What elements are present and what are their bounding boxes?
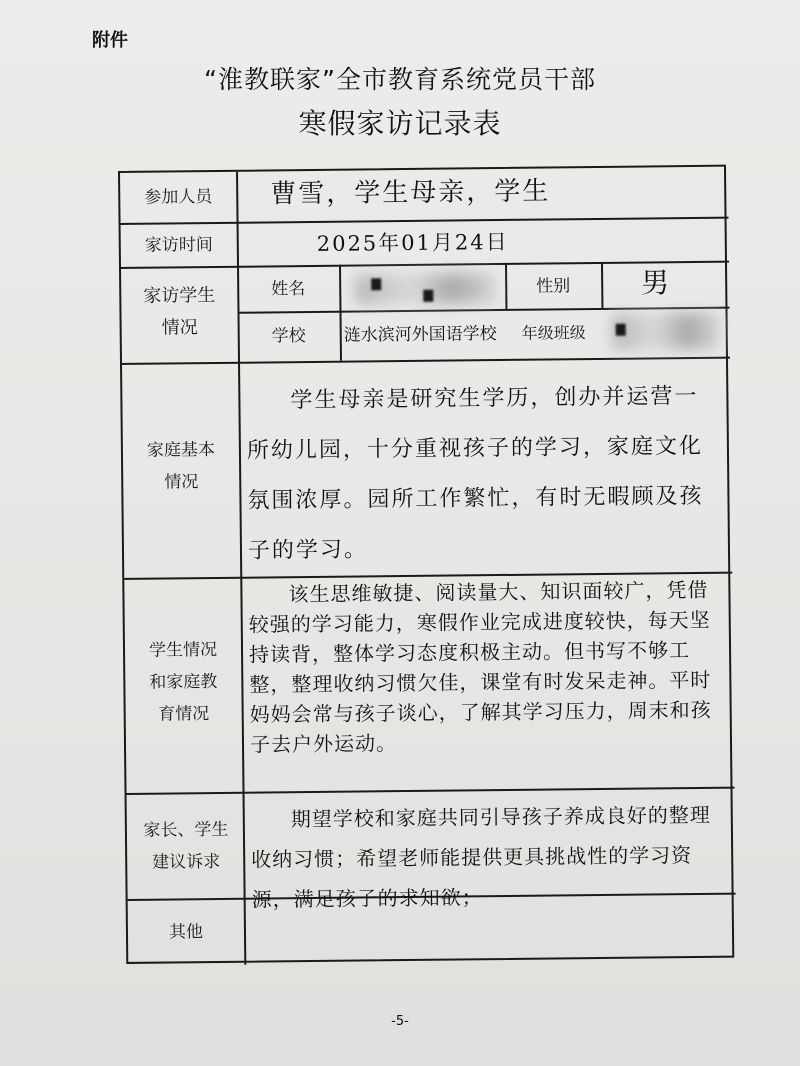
attachment-label: 附件 — [92, 30, 128, 51]
grade-class-label: 年级班级 — [521, 323, 586, 343]
participants-label: 参加人员 — [144, 187, 213, 208]
document-title: “淮教联家”全市教育系统党员干部 — [204, 65, 596, 94]
education-situation-text: 该生思维敏捷、阅读量大、知识面较广，凭借较强的学习能力，寒假作业完成进度较快，每天坚持读背，整体学习态度积极主动。但书写不够工整，整理收纳习惯欠佳，课堂有时发呆走神。平时妈妈会常与孩子谈心，了解其学习压力，周末和孩子去户外运动。 — [248, 577, 712, 757]
grade-class-redacted — [605, 309, 725, 354]
student-info-label: 家访学生情况 — [143, 284, 216, 339]
school-label: 学校 — [271, 326, 306, 347]
gender-label: 性别 — [536, 276, 571, 297]
page-number: -5- — [391, 1014, 409, 1029]
name-label: 姓名 — [271, 279, 306, 300]
suggestions-text: 期望学校和家庭共同引导孩子养成良好的整理收纳习惯；希望老师能提供更具挑战性的学习资源，满足孩子的求知欲； — [251, 802, 711, 912]
document-subtitle: 寒假家访记录表 — [298, 107, 502, 140]
visit-time-label: 家访时间 — [144, 235, 213, 256]
gender-value: 男 — [641, 266, 672, 300]
other-label: 其他 — [168, 922, 204, 943]
suggestions-label: 家长、学生建议诉求 — [143, 819, 229, 873]
visit-time-value: 2025年01月24日 — [316, 229, 509, 256]
student-name-redacted — [343, 269, 501, 307]
school-value: 涟水滨河外国语学校 — [343, 324, 497, 346]
participants-value: 曹雪，学生母亲，学生 — [270, 176, 551, 210]
education-situation-label: 学生情况和家庭教育情况 — [148, 639, 218, 725]
family-background-label: 家庭基本情况 — [146, 440, 216, 493]
family-background-text: 学生母亲是研究生学历，创办并运营一所幼儿园，十分重视孩子的学习，家庭文化氛围浓厚。园所工作繁忙，有时无暇顾及孩子的学习。 — [246, 383, 704, 564]
home-visit-form — [118, 165, 734, 964]
